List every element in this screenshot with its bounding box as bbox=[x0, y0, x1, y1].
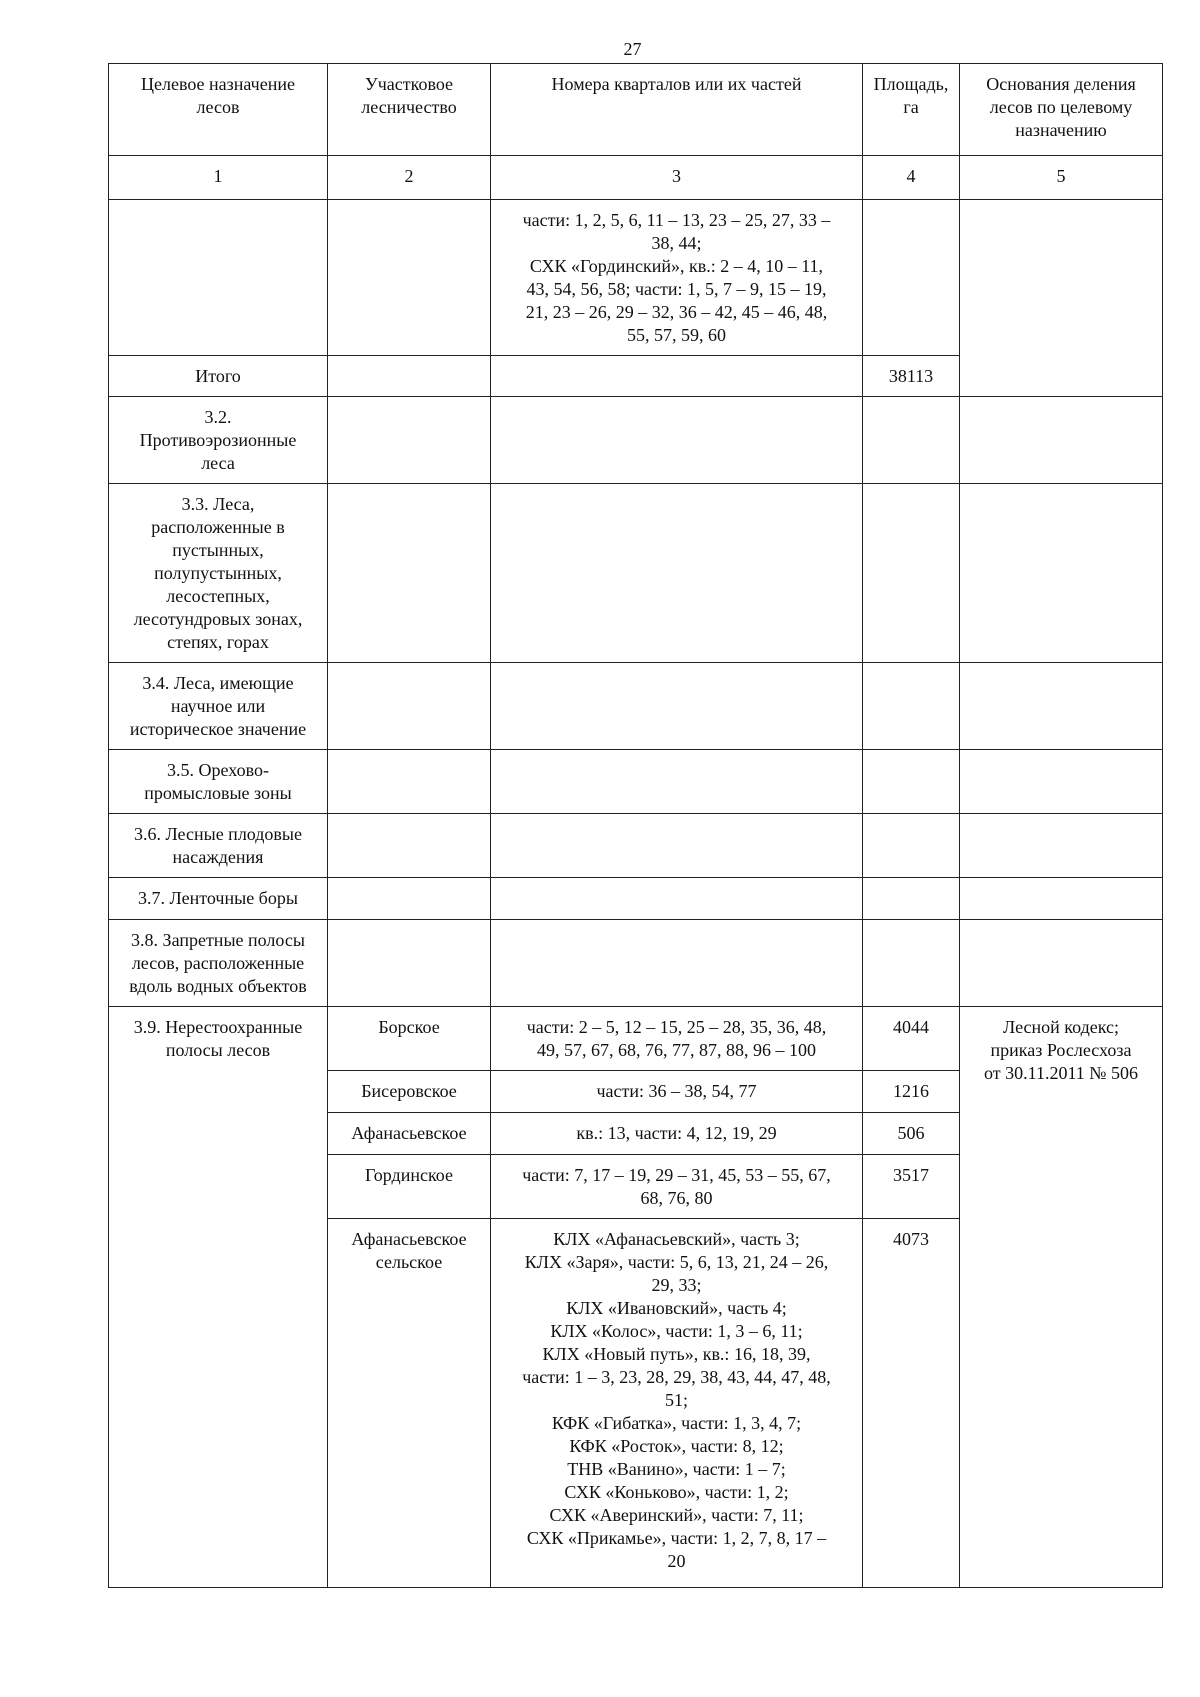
purpose-cell: 3.3. Леса, расположенные в пустынных, полупустынных, лесостепных, лесотундровых зонах, степях, горах bbox=[109, 484, 328, 663]
header-quarters: Номера кварталов или их частей bbox=[491, 64, 863, 156]
column-number-row bbox=[109, 156, 1163, 200]
purpose-cell: 3.9. Нерестоохранные полосы лесов bbox=[109, 1007, 328, 1588]
column-number: 3 bbox=[491, 156, 863, 200]
total-label: Итого bbox=[109, 356, 328, 397]
quarters-cell: части: 7, 17 – 19, 29 – 31, 45, 53 – 55, 67, 68, 76, 80 bbox=[491, 1155, 863, 1219]
header-area: Площадь, га bbox=[863, 64, 960, 156]
column-number: 5 bbox=[960, 156, 1163, 200]
area-cell: 3517 bbox=[863, 1155, 960, 1219]
forestry-cell: Гординское bbox=[328, 1155, 491, 1219]
table-row bbox=[109, 1007, 1163, 1071]
column-number: 4 bbox=[863, 156, 960, 200]
forestry-cell: Борское bbox=[328, 1007, 491, 1071]
purpose-cell: 3.7. Ленточные боры bbox=[109, 878, 328, 920]
header-forestry: Участковое лесничество bbox=[328, 64, 491, 156]
purpose-cell: 3.4. Леса, имеющие научное или историческое значение bbox=[109, 663, 328, 750]
table-row bbox=[109, 484, 1163, 663]
quarters-cell: части: 2 – 5, 12 – 15, 25 – 28, 35, 36, 48, 49, 57, 67, 68, 76, 77, 87, 88, 96 – 100 bbox=[491, 1007, 863, 1071]
table-header-row bbox=[109, 64, 1163, 156]
quarters-cell: КЛХ «Афанасьевский», часть 3; КЛХ «Заря», части: 5, 6, 13, 21, 24 – 26, 29, 33; КЛХ «Ивановский», часть 4; КЛХ «Колос», части: 1, 3 – 6, 11; КЛХ «Новый путь», кв.: 16, 18, 39, части: 1 – 3, 23, 28, 29, 38, 43, 44, 47, 48, 51; КФК «Гибатка», части: 1, 3, 4, 7; КФК «Росток», части: 8, 12; ТНВ «Ванино», части: 1 – 7; СХК «Коньково», части: 1, 2; СХК «Аверинский», части: 7, 11; СХК «Прикамье», части: 1, 2, 7, 8, 17 – 20 bbox=[491, 1219, 863, 1588]
area-cell: 4073 bbox=[863, 1219, 960, 1588]
forest-purpose-table bbox=[108, 63, 1163, 1588]
header-purpose: Целевое назначение лесов bbox=[109, 64, 328, 156]
page-number: 27 bbox=[623, 39, 642, 59]
forestry-cell: Афанасьевское bbox=[328, 1113, 491, 1155]
header-basis: Основания деления лесов по целевому назначению bbox=[960, 64, 1163, 156]
table-row bbox=[109, 814, 1163, 878]
total-area: 38113 bbox=[863, 356, 960, 397]
quarters-cell: части: 1, 2, 5, 6, 11 – 13, 23 – 25, 27, 33 – 38, 44; СХК «Гординский», кв.: 2 – 4, 10 – 11, 43, 54, 56, 58; части: 1, 5, 7 – 9, 15 – 19, 21, 23 – 26, 29 – 32, 36 – 42, 45 – 46, 48, 55, 57, 59, 60 bbox=[491, 200, 863, 356]
area-cell: 4044 bbox=[863, 1007, 960, 1071]
area-cell: 1216 bbox=[863, 1071, 960, 1113]
table-row bbox=[109, 750, 1163, 814]
purpose-cell: 3.5. Орехово- промысловые зоны bbox=[109, 750, 328, 814]
table-row bbox=[109, 397, 1163, 484]
purpose-cell: 3.2. Противоэрозионные леса bbox=[109, 397, 328, 484]
basis-cell: Лесной кодекс; приказ Рослесхоза от 30.11.2011 № 506 bbox=[960, 1007, 1163, 1588]
quarters-cell: кв.: 13, части: 4, 12, 19, 29 bbox=[491, 1113, 863, 1155]
column-number: 2 bbox=[328, 156, 491, 200]
column-number: 1 bbox=[109, 156, 328, 200]
table-row bbox=[109, 200, 1163, 356]
purpose-cell: 3.6. Лесные плодовые насаждения bbox=[109, 814, 328, 878]
quarters-cell: части: 36 – 38, 54, 77 bbox=[491, 1071, 863, 1113]
table-row bbox=[109, 663, 1163, 750]
purpose-cell: 3.8. Запретные полосы лесов, расположенные вдоль водных объектов bbox=[109, 920, 328, 1007]
table-row bbox=[109, 920, 1163, 1007]
area-cell: 506 bbox=[863, 1113, 960, 1155]
forestry-cell: Бисеровское bbox=[328, 1071, 491, 1113]
table-row bbox=[109, 878, 1163, 920]
forestry-cell: Афанасьевское сельское bbox=[328, 1219, 491, 1588]
